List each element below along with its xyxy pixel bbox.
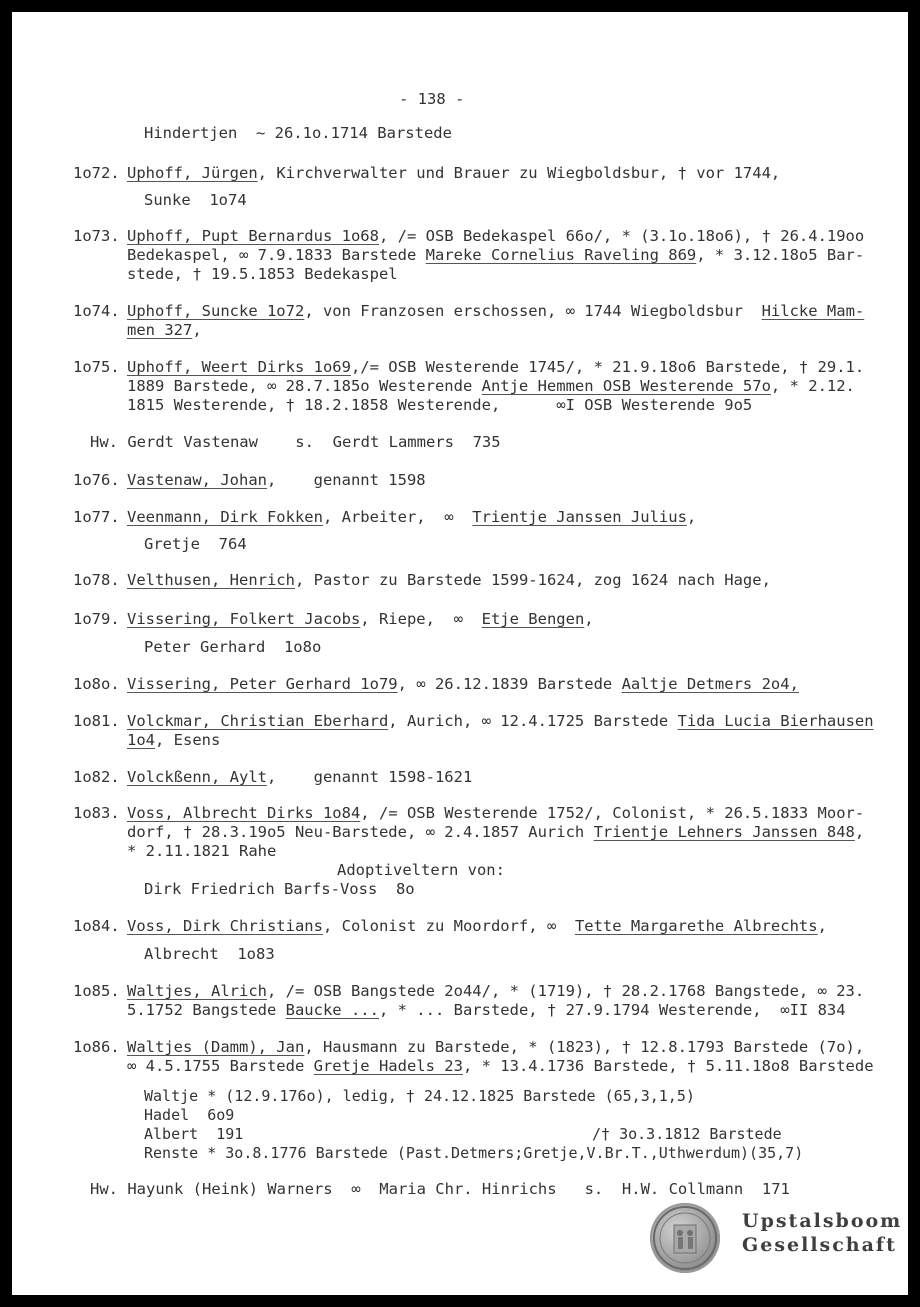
entry-1085-line-2 [127,1001,846,1019]
entry-1081-text: , Aurich, ∞ 12.4.1725 Barstede [388,712,678,730]
entry-1073-name: Uphoff, Pupt Bernardus 1o68 [127,227,379,245]
entry-number-1086: 1o86. [73,1038,120,1056]
entry-1078-name: Velthusen, Henrich [127,571,295,589]
entry-1079-comma: , [584,610,594,628]
entry-1085-name: Waltjes, Alrich [127,982,267,1000]
entry-1077-name: Veenmann, Dirk Fokken [127,508,323,526]
entry-1080-text: , ∞ 26.12.1839 Barstede [397,675,622,693]
continuation-line: Hindertjen ~ 26.1o.1714 Barstede [144,124,452,142]
entry-1083-line-3: * 2.11.1821 Rahe [127,842,277,860]
entry-1074-line-1 [127,302,864,320]
entry-1076-text: , genannt 1598 [266,471,426,489]
entry-1077-comma: , [686,508,697,526]
entry-1077-text: , Arbeiter, ∞ [322,508,473,526]
entry-1084-comma: , [817,917,827,935]
entry-1072-child: Sunke 1o74 [144,191,247,209]
entry-1086-death-note: /† 3o.3.1812 Barstede [592,1125,782,1143]
entry-number-1079: 1o79. [73,610,120,628]
entry-1086-child-4: Renste * 3o.8.1776 Barstede (Past.Detmers;Gretje,V.Br.T.,Uthwerdum)(35,7) [144,1144,804,1162]
entry-1086-child-2: Hadel 6o9 [144,1106,235,1124]
entry-number-1078: 1o78. [73,571,120,589]
entry-1082-name: Volckßenn, Aylt [127,768,267,786]
entry-1077-spouse: Trientje Janssen Julius [472,508,687,526]
entry-1074-spouse-2: men 327 [127,321,193,339]
entry-1072-name: Uphoff, Jürgen [127,164,258,182]
entry-1075-spouse: Antje Hemmen OSB Westerende 57o [481,377,771,395]
entry-number-1081: 1o81. [73,712,120,730]
entry-1086-line-2 [127,1057,874,1075]
entry-1078-text: , Pastor zu Barstede 1599-1624, zog 1624 nach Hage, [294,571,771,589]
entry-1073-text: , /= OSB Bedekaspel 66o/, * (3.1o.18o6), † 26.4.19oo [378,227,865,245]
entry-1083-spouse: Trientje Lehners Janssen 848 [593,823,855,841]
entry-1081-line-2 [127,731,220,749]
entry-1073-line-1 [127,227,864,245]
entry-1083-line-2 [127,823,864,841]
entry-1083-line-1 [127,804,864,822]
entry-number-1080: 1o8o. [73,675,120,693]
entry-1085-text-2: 5.1752 Bangstede [127,1001,286,1019]
entry-1076-name: Vastenaw, Johan [127,471,267,489]
entry-1086-spouse: Gretje Hadels 23 [313,1057,463,1075]
seal-emblem [650,1203,720,1273]
entry-1086-child-1: Waltje * (12.9.176o), ledig, † 24.12.1825 Barstede (65,3,1,5) [144,1087,695,1105]
entry-1080-line-1 [127,675,799,693]
entry-1084-child: Albrecht 1o83 [144,945,275,963]
entry-number-1072: 1o72. [73,164,120,182]
entry-1081-text-2: , Esens [155,731,221,749]
entry-number-1084: 1o84. [73,917,120,935]
entry-1085-line-1 [127,982,864,1000]
entry-1073-line-2 [127,246,864,264]
entry-1075-text-3: , * 2.12. [770,377,855,395]
entry-1084-text: , Colonist zu Moordorf, ∞ [322,917,575,935]
entry-number-1077: 1o77. [73,508,120,526]
hw-line-1: Hw. Gerdt Vastenaw s. Gerdt Lammers 735 [90,433,501,451]
entry-1086-text-2: ∞ 4.5.1755 Barstede [127,1057,314,1075]
entry-1083-child: Dirk Friedrich Barfs-Voss 8o [144,880,415,898]
seal-logo-icon [650,1203,720,1273]
entry-number-1083: 1o83. [73,804,120,822]
entry-1085-text: , /= OSB Bangstede 2o44/, * (1719), † 28.2.1768 Bangstede, ∞ 23. [266,982,865,1000]
entry-1081-name: Volckmar, Christian Eberhard [127,712,389,730]
entry-1072-text: , Kirchverwalter und Brauer zu Wiegboldsbur, † vor 1744, [257,164,781,182]
entry-number-1074: 1o74. [73,302,120,320]
entry-1075-line-2 [127,377,855,395]
entry-1073-line-3: stede, † 19.5.1853 Bedekaspel [127,265,398,283]
entry-1083-text: , /= OSB Westerende 1752/, Colonist, * 26.5.1833 Moor- [360,804,865,822]
entry-1072-line-1 [127,164,780,182]
entry-1075-text: ,/= OSB Westerende 1745/, * 21.9.18o6 Barstede, † 29.1. [350,358,865,376]
entry-1079-text: , Riepe, ∞ [360,610,482,628]
page-number: - 138 - [399,90,465,108]
entry-1074-name: Uphoff, Suncke 1o72 [127,302,305,320]
entry-1075-line-3: 1815 Westerende, † 18.2.1858 Westerende, ∞I OSB Westerende 9o5 [127,396,753,414]
entry-1083-name: Voss, Albrecht Dirks 1o84 [127,804,361,822]
entry-1082-line-1 [127,768,472,786]
entry-1077-line-1 [127,508,696,526]
entry-1073-spouse: Mareke Cornelius Raveling 869 [425,246,697,264]
entry-1081-spouse: Tida Lucia Bierhausen [677,712,874,730]
entry-1081-spouse-2: 1o4 [127,731,155,749]
entry-number-1075: 1o75. [73,358,120,376]
entry-1075-name: Uphoff, Weert Dirks 1o69 [127,358,351,376]
logo-text-line-1: Upstalsboom [742,1210,903,1232]
entry-1086-name: Waltjes (Damm), Jan [127,1038,305,1056]
entry-1074-spouse: Hilcke Mam- [761,302,865,320]
entry-1083-text-2: dorf, † 28.3.19o5 Neu-Barstede, ∞ 2.4.1857 Aurich [127,823,594,841]
entry-1085-spouse: Baucke ... [285,1001,379,1019]
entry-1075-text-2: 1889 Barstede, ∞ 28.7.185o Westerende [127,377,482,395]
entry-1074-text: , von Franzosen erschossen, ∞ 1744 Wiegboldsbur [304,302,762,320]
entry-1085-text-3: , * ... Barstede, † 27.9.1794 Westerende, ∞II 834 [378,1001,846,1019]
entry-1081-line-1 [127,712,874,730]
document-page [12,12,908,1295]
entry-1073-text-3: , * 3.12.18o5 Bar- [696,246,865,264]
entry-1080-spouse: Aaltje Detmers 2o4, [621,675,799,693]
entry-1079-name: Vissering, Folkert Jacobs [127,610,361,628]
entry-1084-spouse: Tette Margarethe Albrechts [574,917,818,935]
entry-1074-comma: , [192,321,202,339]
logo-text-line-2: Gesellschaft [742,1234,897,1256]
entry-1083-comma: , [854,823,865,841]
entry-1082-text: , genannt 1598-1621 [266,768,473,786]
entry-1084-name: Voss, Dirk Christians [127,917,323,935]
entry-1084-line-1 [127,917,827,935]
entry-1086-child-3: Albert 191 [144,1125,244,1143]
entry-number-1082: 1o82. [73,768,120,786]
entry-1079-line-1 [127,610,594,628]
entry-1074-line-2 [127,321,202,339]
entry-1086-line-1 [127,1038,864,1056]
hw-line-2: Hw. Hayunk (Heink) Warners ∞ Maria Chr. Hinrichs s. H.W. Collmann 171 [90,1180,790,1198]
entry-1073-text-2: Bedekaspel, ∞ 7.9.1833 Barstede [127,246,426,264]
entry-number-1085: 1o85. [73,982,120,1000]
entry-number-1073: 1o73. [73,227,120,245]
entry-1079-child: Peter Gerhard 1o8o [144,638,322,656]
entry-1075-line-1 [127,358,864,376]
entry-1077-child: Gretje 764 [144,535,247,553]
entry-1086-text: , Hausmann zu Barstede, * (1823), † 12.8.1793 Barstede (7o), [304,1038,865,1056]
entry-1076-line-1 [127,471,426,489]
entry-number-1076: 1o76. [73,471,120,489]
entry-1086-text-3: , * 13.4.1736 Barstede, † 5.11.18o8 Barstede [462,1057,874,1075]
entry-1080-name: Vissering, Peter Gerhard 1o79 [127,675,398,693]
entry-1083-adoptive-label: Adoptiveltern von: [337,861,505,879]
entry-1078-line-1 [127,571,771,589]
entry-1079-spouse: Etje Bengen [481,610,585,628]
